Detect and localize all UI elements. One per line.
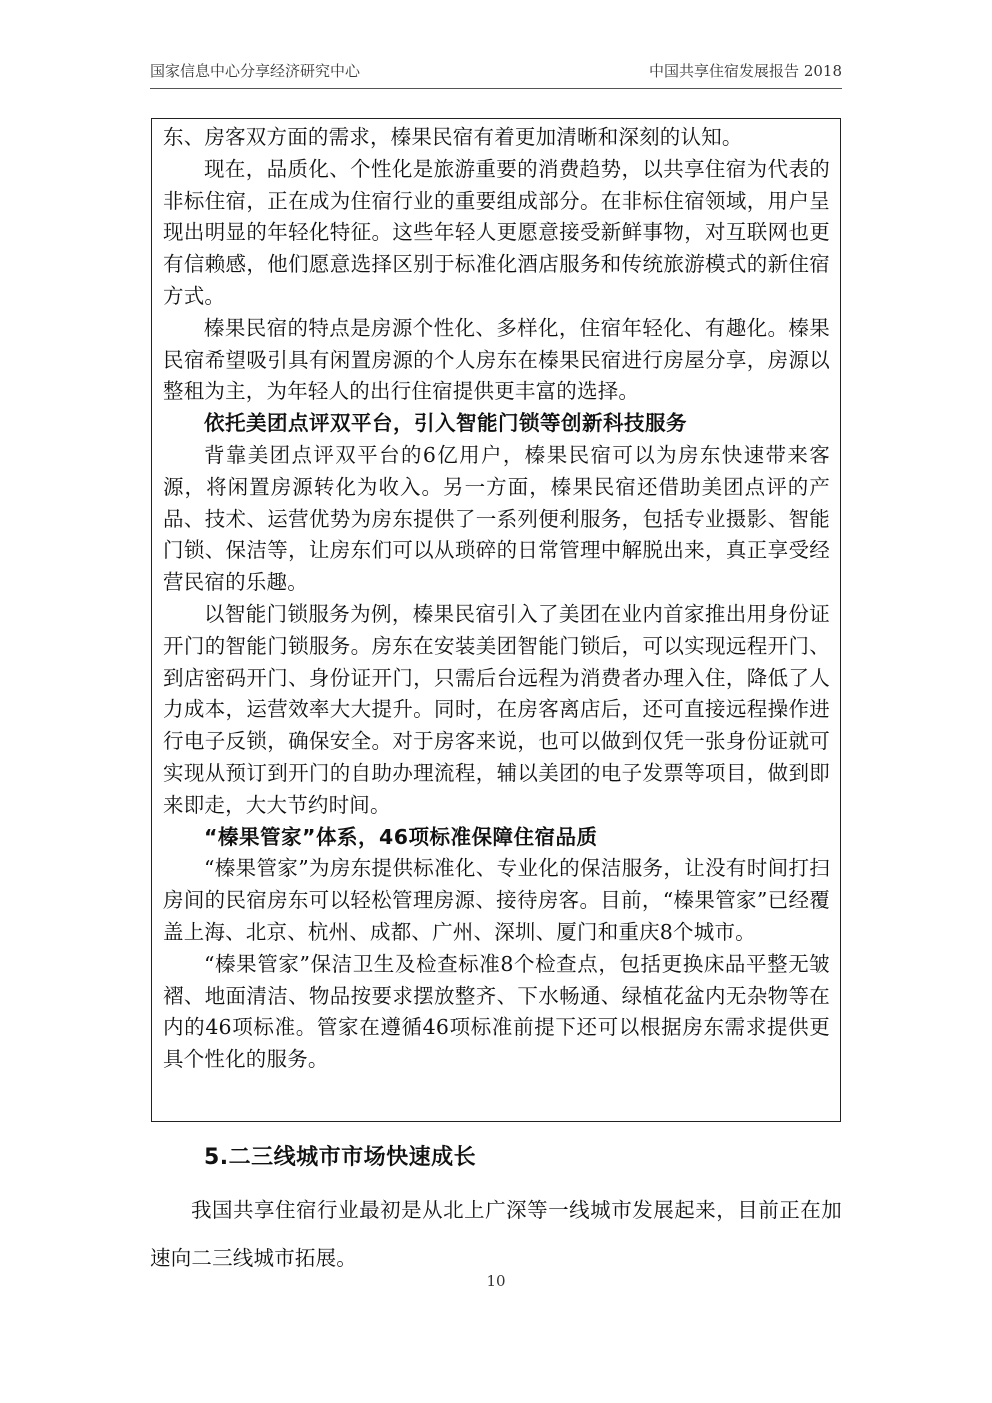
page-header	[150, 60, 842, 86]
page-number: 10	[486, 1272, 506, 1290]
header-right-text: 中国共享住宿发展报告 2018	[649, 62, 842, 80]
box-paragraph: 现在，品质化、个性化是旅游重要的消费趋势，以共享住宿为代表的非标住宿，正在成为住宿行业的重要组成部分。在非标住宿领域，用户呈现出明显的年轻化特征。这些年轻人更愿意接受新鲜事物，对互联网也更有信赖感，他们愿意选择区别于标准化酒店服务和传统旅游模式的新住宿方式。	[163, 156, 830, 308]
header-left-text: 国家信息中心分享经济研究中心	[150, 62, 361, 80]
header-divider	[150, 88, 842, 89]
box-paragraph: 以智能门锁服务为例，榛果民宿引入了美团在业内首家推出用身份证开门的智能门锁服务。房东在安装美团智能门锁后，可以实现远程开门、到店密码开门、身份证开门，只需后台远程为消费者办理入住，降低了人力成本，运营效率大大提升。同时，在房客离店后，还可直接远程操作进行电子反锁，确保安全。对于房客来说，也可以做到仅凭一张身份证就可实现从预订到开门的自助办理流程，辅以美团的电子发票等项目，做到即来即走，大大节约时间。	[163, 601, 830, 817]
box-subheading: 依托美团点评双平台，引入智能门锁等创新科技服务	[204, 411, 687, 436]
box-paragraph: “榛果管家”保洁卫生及检查标准8个检查点，包括更换床品平整无皱褶、地面清洁、物品按要求摆放整齐、下水畅通、绿植花盆内无杂物等在内的46项标准。管家在遵循46项标准前提下还可以根据房东需求提供更具个性化的服务。	[163, 951, 830, 1072]
section-heading: 5.二三线城市市场快速成长	[204, 1145, 477, 1170]
box-subheading: “榛果管家”体系，46项标准保障住宿品质	[204, 824, 598, 849]
body-paragraph: 我国共享住宿行业最初是从北上广深等一线城市发展起来，目前正在加速向二三线城市拓展。	[150, 1198, 842, 1270]
box-paragraph: 背靠美团点评双平台的6亿用户，榛果民宿可以为房东快速带来客源，将闲置房源转化为收入。另一方面，榛果民宿还借助美团点评的产品、技术、运营优势为房东提供了一系列便利服务，包括专业摄影、智能门锁、保洁等，让房东们可以从琐碎的日常管理中解脱出来，真正享受经营民宿的乐趣。	[163, 442, 830, 595]
case-study-box	[151, 118, 841, 1122]
box-paragraph: “榛果管家”为房东提供标准化、专业化的保洁服务，让没有时间打扫房间的民宿房东可以轻松管理房源、接待房客。目前，“榛果管家”已经覆盖上海、北京、杭州、成都、广州、深圳、厦门和重庆8个城市。	[163, 856, 830, 944]
box-paragraph: 榛果民宿的特点是房源个性化、多样化，住宿年轻化、有趣化。榛果民宿希望吸引具有闲置房源的个人房东在榛果民宿进行房屋分享，房源以整租为主，为年轻人的出行住宿提供更丰富的选择。	[163, 315, 830, 404]
box-paragraph: 东、房客双方面的需求，榛果民宿有着更加清晰和深刻的认知。	[163, 125, 743, 149]
